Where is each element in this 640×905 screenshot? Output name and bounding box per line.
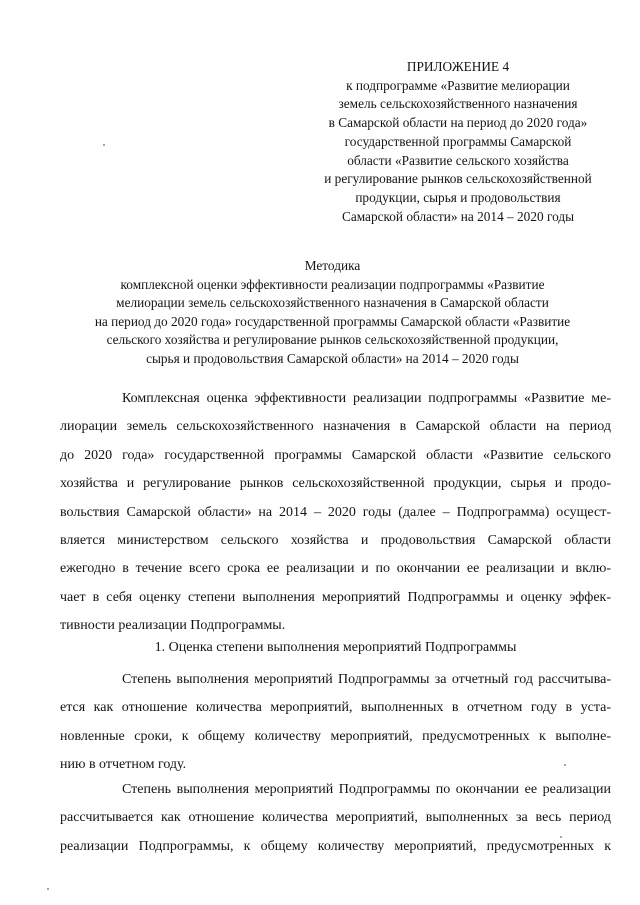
text-line: нию в отчетном году. [60,757,187,773]
text-line: вольствия Самарской области» на 2014 – 2020 годы (далее – Подпрограмма) осущест- [60,504,611,520]
methodology-subtitle-line: сырья и продовольствия Самарской области» на 2014 – 2020 годы [146,350,519,366]
appendix-title: ПРИЛОЖЕНИЕ 4 [406,59,510,74]
scan-speck [564,764,566,766]
scan-speck [103,144,105,146]
methodology-subtitle-line: сельского хозяйства и регулирование рынков сельскохозяйственной продукции, [106,332,559,348]
text-line: хозяйства и регулирование рынков сельскохозяйственной продукции, сырья и продо- [60,476,611,492]
text-line: чает в себя оценку степени выполнения мероприятий Подпрограммы и оценку эффек- [60,589,611,605]
methodology-subtitle-line: мелиорации земель сельскохозяйственного назначения в Самарской области [116,295,549,311]
appendix-line: и регулирование рынков сельскохозяйственной [324,171,592,187]
text-line: лиорации земель сельскохозяйственного назначения в Самарской области на период [60,419,611,435]
paragraph-final-degree [60,776,611,861]
text-line: тивности реализации Подпрограммы. [60,618,286,634]
appendix-line: земель сельскохозяйственного назначения [338,96,578,112]
methodology-title-block [60,257,605,369]
paragraph-annual-degree [60,666,611,780]
section-heading-block [60,634,611,662]
appendix-line: продукции, сырья и продовольствия [355,189,561,205]
section-heading: 1. Оценка степени выполнения мероприятий Подпрограммы [154,640,517,655]
appendix-line: к подпрограмме «Развитие мелиорации [346,77,570,93]
appendix-line: в Самарской области на период до 2020 года» [328,115,588,131]
text-line: новленные сроки, к общему количеству мероприятий, предусмотренных к выполне- [60,728,611,744]
methodology-subtitle-line: комплексной оценки эффективности реализации подпрограммы «Развитие [120,276,545,292]
appendix-line: области «Развитие сельского хозяйства [347,152,569,168]
appendix-line: Самарской области» на 2014 – 2020 годы [341,208,575,224]
text-line: Комплексная оценка эффективности реализации подпрограммы «Развитие ме- [122,391,611,406]
appendix-header [270,58,640,226]
text-line: до 2020 года» государственной программы Самарской области «Развитие сельского [60,447,611,463]
text-line: ется как отношение количества мероприятий, выполненных в отчетном году в уста- [60,700,611,716]
methodology-title: Методика [304,258,361,273]
text-line: рассчитывается как отношение количества мероприятий, выполненных за весь период [60,810,611,826]
paragraph-intro [60,385,611,641]
text-line: Степень выполнения мероприятий Подпрограммы за отчетный год рассчитыва- [122,672,611,687]
appendix-line: государственной программы Самарской [344,133,572,149]
methodology-subtitle-line: на период до 2020 года» государственной программы Самарской области «Развитие [94,313,571,329]
text-line: вляется министерством сельского хозяйства и продовольствия Самарской области [60,532,611,548]
text-line: реализации Подпрограммы, к общему количеству мероприятий, предусмотренных к [60,838,611,854]
text-line: Степень выполнения мероприятий Подпрограммы по окончании ее реализации [122,782,611,797]
scan-speck [560,836,562,838]
text-line: ежегодно в течение всего срока ее реализации и по окончании ее реализации и вклю- [60,561,611,577]
scan-speck [47,888,49,890]
